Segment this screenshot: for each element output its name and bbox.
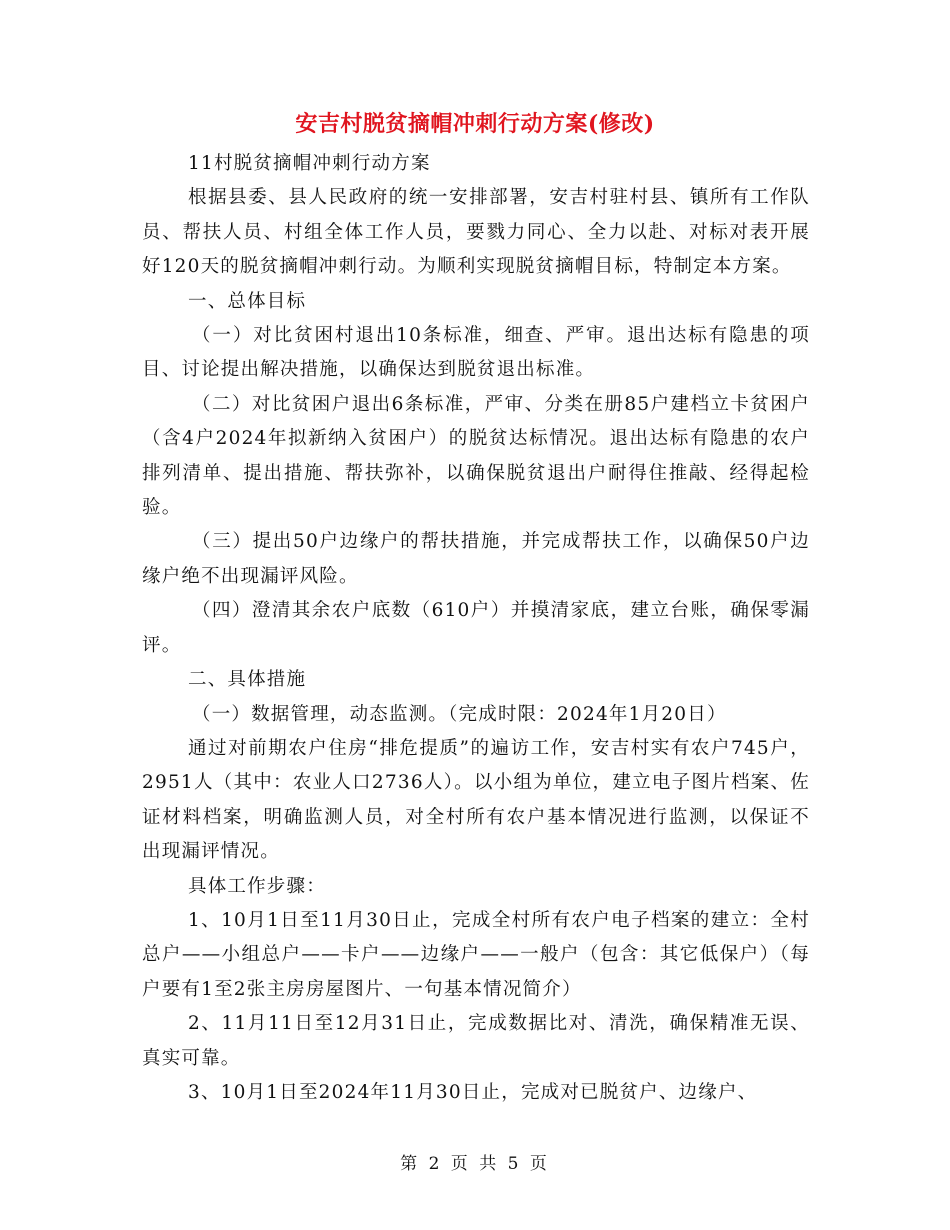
paragraph: （一）数据管理，动态监测。（完成时限：2024年1月20日） xyxy=(192,703,727,725)
paragraph: （一）对比贫困村退出10条标准，细查、严审。退出达标有隐患的项目、讨论提出解决措施，以确保达到脱贫退出标准。 xyxy=(142,325,810,381)
paragraph: 1、10月1日至11月30日止，完成全村所有农户电子档案的建立：全村总户——小组总户——卡户——边缘户——一般户（包含：其它低保户）（每户要有1至2张主房房屋图片、一句基本情况简介） xyxy=(142,909,810,1000)
document-body xyxy=(142,147,810,1110)
page-footer: 第 2 页 共 5 页 xyxy=(400,1154,550,1174)
paragraph: 具体工作步骤： xyxy=(188,875,326,897)
section-heading: 二、具体措施 xyxy=(188,669,307,691)
paragraph: 根据县委、县人民政府的统一安排部署，安吉村驻村县、镇所有工作队员、帮扶人员、村组全体工作人员，要戮力同心、全力以赴、对标对表开展好120天的脱贫摘帽冲刺行动。为顺利实现脱贫摘帽目标，特制定本方案。 xyxy=(142,187,810,278)
paragraph: （四）澄清其余农户底数（610户）并摸清家底，建立台账，确保零漏评。 xyxy=(142,600,810,656)
document-title: 安吉村脱贫摘帽冲刺行动方案(修改) xyxy=(295,111,655,137)
paragraph: 3、10月1日至2024年11月30日止，完成对已脱贫户、边缘户、 xyxy=(188,1081,758,1103)
paragraph: （二）对比贫困户退出6条标准，严审、分类在册85户建档立卡贫困户（含4户2024年拟新纳入贫困户）的脱贫达标情况。退出达标有隐患的农户排列清单、提出措施、帮扶弥补，以确保脱贫退出户耐得住推敲、经得起检验。 xyxy=(142,393,810,519)
section-heading: 一、总体目标 xyxy=(188,290,307,312)
paragraph: 通过对前期农户住房“排危提质”的遍访工作，安吉村实有农户745户，2951人（其中：农业人口2736人）。以小组为单位，建立电子图片档案、佐证材料档案，明确监测人员，对全村所有农户基本情况进行监测，以保证不出现漏评情况。 xyxy=(142,737,810,863)
paragraph: 2、11月11日至12月31日止，完成数据比对、清洗，确保精准无误、真实可靠。 xyxy=(142,1013,810,1069)
paragraph: （三）提出50户边缘户的帮扶措施，并完成帮扶工作，以确保50户边缘户绝不出现漏评风险。 xyxy=(142,531,810,587)
paragraph: 11村脱贫摘帽冲刺行动方案 xyxy=(188,153,431,174)
